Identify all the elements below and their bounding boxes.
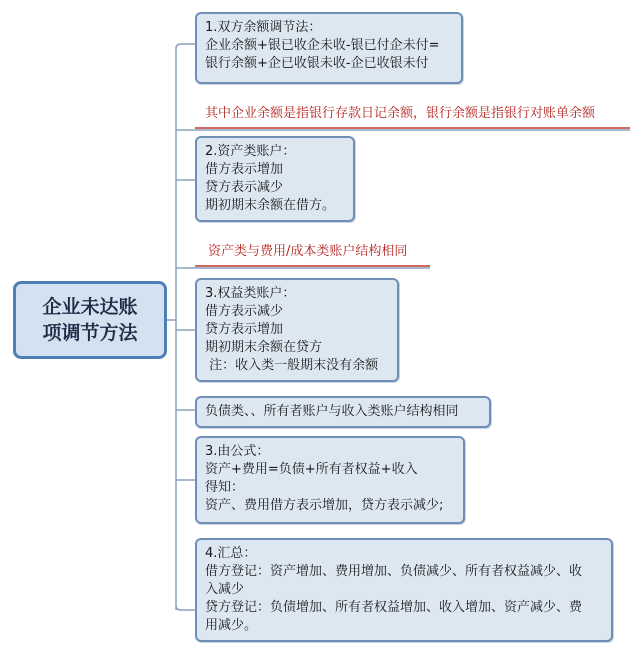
- node-line: 期初期末余额在贷方: [205, 340, 323, 355]
- node-line: 期初期末余额在借方。: [205, 198, 336, 213]
- node-line: 4.汇总：: [205, 546, 257, 561]
- root-title-line-1: 企业未达账: [42, 296, 138, 318]
- node-liability-structure[interactable]: [195, 396, 491, 428]
- node-line: 2.资产类账户：: [205, 144, 296, 159]
- node-line: 借方登记：资产增加、费用增加、负债减少、所有者权益减少、收: [205, 564, 583, 579]
- node-line: 银行余额+企已收银未收-企已收银未付: [205, 56, 429, 71]
- note-balance-definition: 其中企业余额是指银行存款日记余额，银行余额是指银行对账单余额: [205, 106, 596, 121]
- node-formula[interactable]: [195, 436, 465, 524]
- node-line: 资产+费用=负债+所有者权益+收入: [205, 462, 418, 477]
- node-line: 得知：: [205, 480, 245, 495]
- root-title-line-2: 项调节方法: [42, 322, 138, 344]
- node-line: 企业余额+银已收企未收-银已付企未付=: [205, 38, 440, 53]
- node-balance-reconciliation[interactable]: [195, 12, 463, 84]
- node-line: 贷方登记：负债增加、所有者权益增加、收入增加、资产减少、费: [205, 600, 583, 615]
- node-line: 注：收入类一般期末没有余额: [205, 358, 379, 373]
- node-line: 资产、费用借方表示增加，贷方表示减少;: [205, 498, 444, 513]
- node-line: 借方表示增加: [205, 162, 284, 177]
- node-line: 3.权益类账户：: [205, 286, 296, 301]
- node-line: 负债类、、所有者账户与收入类账户结构相同: [205, 404, 459, 419]
- node-line: 借方表示减少: [205, 304, 284, 319]
- note-asset-expense-structure: 资产类与费用/成本类账户结构相同: [208, 244, 408, 259]
- node-equity-accounts[interactable]: [195, 278, 399, 382]
- root-topic[interactable]: [13, 281, 167, 359]
- node-asset-accounts[interactable]: [195, 136, 355, 222]
- node-line: 用减少。: [205, 618, 258, 633]
- node-line: 贷方表示减少: [205, 180, 284, 195]
- node-line: 3.由公式：: [205, 444, 270, 459]
- node-summary[interactable]: [195, 538, 613, 642]
- node-line: 入减少: [205, 582, 245, 597]
- node-line: 贷方表示增加: [205, 322, 284, 337]
- node-line: 1.双方余额调节法：: [205, 20, 322, 35]
